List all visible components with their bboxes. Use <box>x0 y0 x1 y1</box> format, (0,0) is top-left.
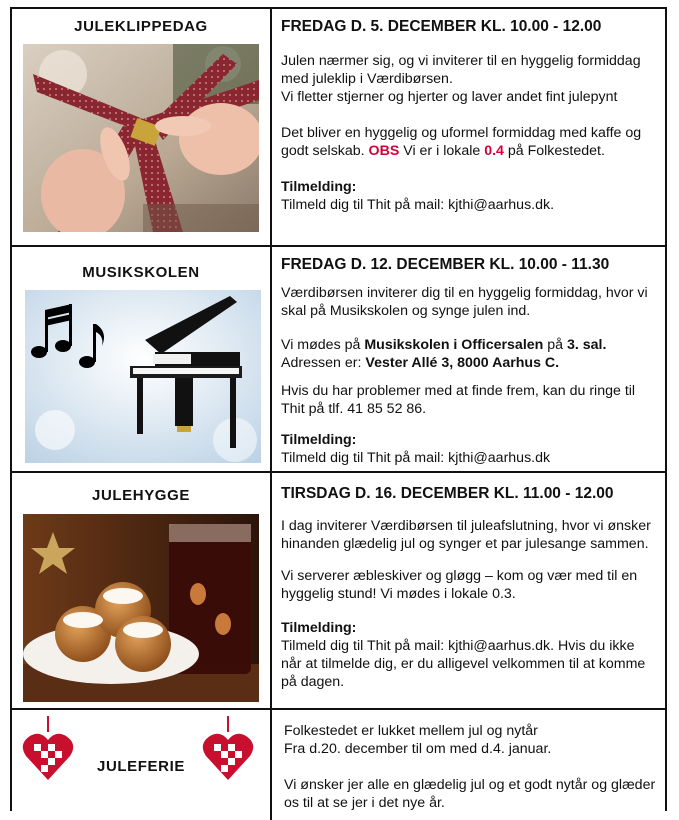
holiday-row <box>12 710 665 820</box>
aebleskiver-gloegg-photo <box>23 514 259 702</box>
holiday-greeting: Vi ønsker jer alle en glædelig jul og et godt nytår og glæder os til at se jer i det nye år. <box>284 777 656 811</box>
juleklip-photo <box>23 44 259 232</box>
program-table <box>10 7 667 811</box>
signup-heading: Tilmelding: <box>281 432 357 448</box>
piano-music-notes-image <box>25 290 261 463</box>
signup-heading: Tilmelding: <box>281 620 357 636</box>
event-title: MUSIKSKOLEN <box>82 264 200 281</box>
floor-label: 3. sal. <box>567 337 607 353</box>
event-paragraph: Det bliver en hyggelig og uformel formiddag med kaffe og godt selskab. OBS Vi er i lokale 0.4 på Folkestedet. <box>281 125 642 159</box>
event-left-cell <box>12 473 270 708</box>
address: Vester Allé 3, 8000 Aarhus C. <box>365 355 560 371</box>
signup-heading: Tilmelding: <box>281 179 357 195</box>
event-date: TIRSDAG D. 16. DECEMBER KL. 11.00 - 12.00 <box>281 485 614 502</box>
holiday-title: JULEFERIE <box>97 758 185 775</box>
holiday-right-cell <box>272 710 665 820</box>
event-paragraph: Vi serverer æbleskiver og gløgg – kom og vær med til en hyggelig stund! Vi mødes i lokale 0.3. <box>281 568 638 602</box>
holiday-left-cell <box>12 710 270 820</box>
event-right-cell <box>272 9 665 245</box>
event-paragraph: Vi mødes på Musikskolen i Officersalen på 3. sal. Adressen er: Vester Allé 3, 8000 Aarhus C. <box>281 337 607 371</box>
event-date: FREDAG D. 12. DECEMBER KL. 10.00 - 11.30 <box>281 256 610 273</box>
holiday-line: Fra d.20. december til om med d.4. januar. <box>284 741 552 757</box>
event-row-julehygge <box>12 473 665 710</box>
event-paragraph: Værdibørsen inviterer dig til en hyggelig formiddag, hvor vi skal på Musikskolen og synge julen ind. <box>281 285 648 319</box>
event-row-musikskolen <box>12 247 665 473</box>
signup-text: Tilmeld dig til Thit på mail: kjthi@aarhus.dk. <box>281 197 555 213</box>
event-title: JULEHYGGE <box>92 487 190 504</box>
event-paragraph: I dag inviterer Værdibørsen til juleafslutning, hvor vi ønsker hinanden glædelig jul og synger et par julesange sammen. <box>281 518 651 552</box>
event-right-cell <box>272 247 665 471</box>
signup-text: Tilmeld dig til Thit på mail: kjthi@aarhus.dk. Hvis du ikke når at tilmelde dig, er du alligevel velkommen til at komme på dagen. <box>281 638 646 690</box>
holiday-line: Folkestedet er lukket mellem jul og nytår <box>284 723 538 739</box>
event-left-cell <box>12 247 270 471</box>
event-paragraph: Hvis du har problemer med at finde frem, kan du ringe til Thit på tlf. 41 85 52 86. <box>281 383 636 417</box>
woven-heart-icon <box>202 716 254 782</box>
meeting-place: Musikskolen i Officersalen <box>364 337 544 353</box>
event-date: FREDAG D. 5. DECEMBER KL. 10.00 - 12.00 <box>281 18 602 35</box>
event-left-cell <box>12 9 270 245</box>
event-right-cell <box>272 473 665 708</box>
event-paragraph: Julen nærmer sig, og vi inviterer til en hyggelig formiddag med juleklip i Værdibørsen. Vi fletter stjerner og hjerter og laver andet fint julepynt <box>281 53 641 105</box>
room-number: 0.4 <box>484 143 504 159</box>
event-row-juleklippedag <box>12 9 665 247</box>
event-title: JULEKLIPPEDAG <box>74 18 208 35</box>
obs-label: OBS <box>368 143 400 159</box>
signup-text: Tilmeld dig til Thit på mail: kjthi@aarhus.dk <box>281 450 551 466</box>
